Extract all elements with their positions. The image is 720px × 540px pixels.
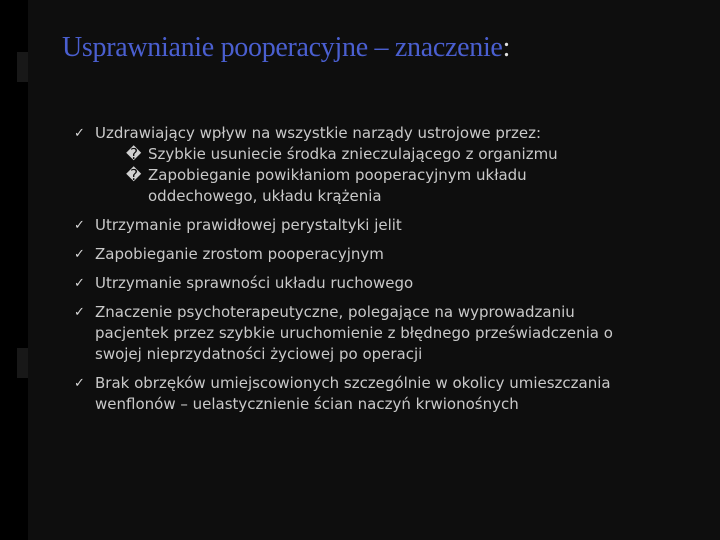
bullet-item-5 xyxy=(74,302,644,365)
checkmark-icon: ✓ xyxy=(74,276,85,291)
bullet-item-2 xyxy=(74,215,644,236)
replacement-char-icon: � xyxy=(126,166,142,184)
checkmark-icon: ✓ xyxy=(74,305,85,320)
bullet-text-1: Uzdrawiający wpływ na wszystkie narządy ustrojowe przez: xyxy=(95,124,542,142)
bullet-item-6 xyxy=(74,373,644,415)
bullet-item-1 xyxy=(74,123,644,144)
slide-title-text: Usprawnianie pooperacyjne – znaczenie xyxy=(62,32,503,63)
checkmark-icon: ✓ xyxy=(74,126,85,141)
bullet-item-3 xyxy=(74,244,644,265)
slide-title-colon: : xyxy=(502,32,511,63)
bullet-text-4: Utrzymanie sprawności układu ruchowego xyxy=(95,274,414,292)
bullet-text-3: Zapobieganie zrostom pooperacyjnym xyxy=(95,245,384,263)
decorative-mark-bottom xyxy=(17,348,28,378)
decorative-mark-top xyxy=(17,52,28,82)
bullet-text-2: Utrzymanie prawidłowej perystaltyki jelit xyxy=(95,216,402,234)
bullet-list xyxy=(74,123,644,415)
bullet-text-6: Brak obrzęków umiejscowionych szczególnie w okolicy umieszczania wenflonów – uelastycznienie ścian naczyń krwionośnych xyxy=(95,374,611,413)
sub-bullet-1 xyxy=(74,144,644,165)
bullet-text-5: Znaczenie psychoterapeutyczne, polegające na wyprowadzaniu pacjentek przez szybkie uruchomienie z błędnego przeświadczenia o swojej nieprzydatności życiowej po operacji xyxy=(95,303,613,363)
sub-bullet-2 xyxy=(74,165,644,207)
checkmark-icon: ✓ xyxy=(74,376,85,391)
sub-bullet-text-2: Zapobieganie powikłaniom pooperacyjnym układu oddechowego, układu krążenia xyxy=(148,166,527,205)
sub-bullet-text-1: Szybkie usuniecie środka znieczulającego z organizmu xyxy=(148,145,558,163)
replacement-char-icon: � xyxy=(126,145,142,163)
bullet-item-4 xyxy=(74,273,644,294)
slide-title xyxy=(62,32,510,64)
checkmark-icon: ✓ xyxy=(74,218,85,233)
checkmark-icon: ✓ xyxy=(74,247,85,262)
